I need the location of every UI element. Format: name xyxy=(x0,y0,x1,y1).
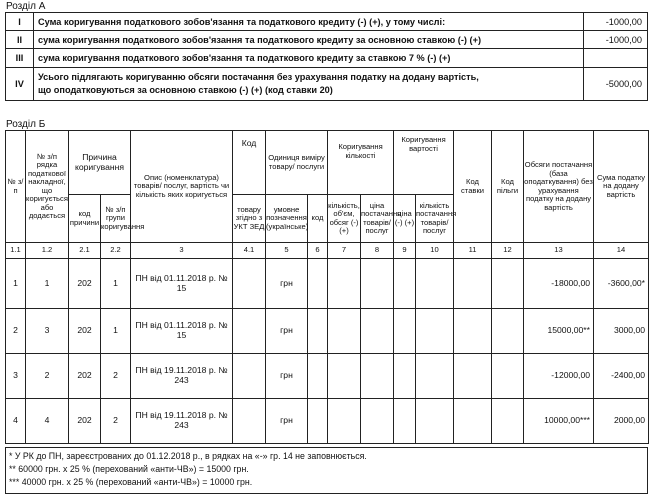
cell-n: 2 xyxy=(6,309,26,354)
table-row xyxy=(6,259,649,309)
cell-volume: -12000,00 xyxy=(524,354,594,399)
col-number: 2.1 xyxy=(69,243,101,259)
col-number: 14 xyxy=(594,243,649,259)
section-a-label: Розділ А xyxy=(6,1,46,12)
col-number: 10 xyxy=(416,243,454,259)
table-row xyxy=(6,68,648,101)
row-text: сума коригування податкового зобов'язання та податкового кредиту за ставкою 7 % (-) (+) xyxy=(34,49,584,68)
col-header: Коригування кількості xyxy=(328,131,394,195)
section-a-table xyxy=(5,12,648,101)
cell-group: 1 xyxy=(101,309,131,354)
col-number-row xyxy=(6,243,649,259)
row-number: III xyxy=(6,49,34,68)
col-number: 9 xyxy=(394,243,416,259)
col-header: № з/п xyxy=(6,131,26,243)
cell-unit: грн xyxy=(266,354,308,399)
footnotes xyxy=(5,447,648,494)
col-header: Код ставки xyxy=(454,131,492,243)
row-text: Сума коригування податкового зобов'язання та податкового кредиту (-) (+), у тому числі: xyxy=(34,13,584,31)
col-number: 13 xyxy=(524,243,594,259)
cell-desc: ПН від 19.11.2018 р. № 243 xyxy=(131,354,233,399)
cell-unit: грн xyxy=(266,399,308,444)
col-header: кількість постачання товарів/ послуг xyxy=(416,195,454,243)
cell-row: 2 xyxy=(26,354,69,399)
cell-n: 1 xyxy=(6,259,26,309)
col-header: Одиниця виміру товару/ послуги xyxy=(266,131,328,195)
col-header: ціна постачання товарів/ послуг xyxy=(361,195,394,243)
col-number: 4.1 xyxy=(233,243,266,259)
footnote: *** 40000 грн. х 25 % (перехований «анти-ЧВ») = 10000 грн. xyxy=(9,477,253,487)
table-row xyxy=(6,354,649,399)
cell-volume: 15000,00** xyxy=(524,309,594,354)
row-text-line: що оподатковуються за основною ставкою (-) (+) (код ставки 20) xyxy=(38,85,333,95)
table-row xyxy=(6,49,648,68)
col-header: Обсяги постачання (база оподаткування) без урахування податку на додану вартість xyxy=(524,131,594,243)
cell-volume: 10000,00*** xyxy=(524,399,594,444)
cell-desc: ПН від 01.11.2018 р. № 15 xyxy=(131,309,233,354)
col-number: 11 xyxy=(454,243,492,259)
row-value: -1000,00 xyxy=(584,31,648,49)
section-b-label: Розділ Б xyxy=(6,119,46,130)
col-number: 1.2 xyxy=(26,243,69,259)
col-header: Код xyxy=(233,131,266,195)
cell-desc: ПН від 01.11.2018 р. № 15 xyxy=(131,259,233,309)
cell-unit: грн xyxy=(266,309,308,354)
col-header: товару згідно з УКТ ЗЕД xyxy=(233,195,266,243)
col-header: кількість, об'єм, обсяг (-) (+) xyxy=(328,195,361,243)
col-number: 6 xyxy=(308,243,328,259)
cell-desc: ПН від 19.11.2018 р. № 243 xyxy=(131,399,233,444)
footnote: ** 60000 грн. х 25 % (перехований «анти-ЧВ») = 15000 грн. xyxy=(9,464,249,474)
col-header: № з/п рядка податкової накладної, що коригується або додається xyxy=(26,131,69,243)
col-header: код xyxy=(308,195,328,243)
cell-code: 202 xyxy=(69,354,101,399)
col-number: 8 xyxy=(361,243,394,259)
cell-unit: грн xyxy=(266,259,308,309)
col-header: Причина коригування xyxy=(69,131,131,195)
cell-vat: 3000,00 xyxy=(594,309,649,354)
cell-group: 2 xyxy=(101,354,131,399)
section-b-table xyxy=(5,130,649,444)
cell-row: 1 xyxy=(26,259,69,309)
table-row xyxy=(6,13,648,31)
cell-code: 202 xyxy=(69,399,101,444)
footnote: * У РК до ПН, зареєстрованих до 01.12.2018 р., в рядках на «-» гр. 14 не заповнюється. xyxy=(9,451,367,461)
col-number: 5 xyxy=(266,243,308,259)
cell-n: 3 xyxy=(6,354,26,399)
cell-vat: -3600,00* xyxy=(594,259,649,309)
col-number: 12 xyxy=(492,243,524,259)
cell-row: 3 xyxy=(26,309,69,354)
row-value xyxy=(584,49,648,68)
cell-group: 1 xyxy=(101,259,131,309)
cell-n: 4 xyxy=(6,399,26,444)
row-text-line: Усього підлягають коригуванню обсяги постачання без урахування податку на додану вартість, xyxy=(38,72,479,82)
col-number: 1.1 xyxy=(6,243,26,259)
col-header: Сума податку на додану вартість xyxy=(594,131,649,243)
table-row xyxy=(6,31,648,49)
cell-group: 2 xyxy=(101,399,131,444)
col-header: ціна (-) (+) xyxy=(394,195,416,243)
cell-row: 4 xyxy=(26,399,69,444)
cell-code: 202 xyxy=(69,309,101,354)
header-row xyxy=(6,131,649,195)
cell-vat: -2400,00 xyxy=(594,354,649,399)
col-header: код причини xyxy=(69,195,101,243)
row-value: -5000,00 xyxy=(584,68,648,101)
row-value: -1000,00 xyxy=(584,13,648,31)
col-header: Коригування вартості xyxy=(394,131,454,195)
cell-code: 202 xyxy=(69,259,101,309)
cell-vat: 2000,00 xyxy=(594,399,649,444)
row-number: I xyxy=(6,13,34,31)
row-text: сума коригування податкового зобов'язання та податкового кредиту за основною ставкою (-) (+) xyxy=(34,31,584,49)
table-row xyxy=(6,399,649,444)
col-number: 7 xyxy=(328,243,361,259)
row-number: II xyxy=(6,31,34,49)
col-header: Опис (номенклатура) товарів/ послуг, вартість чи кількість яких коригується xyxy=(131,131,233,243)
col-header: умовне позначення (українське) xyxy=(266,195,308,243)
table-row xyxy=(6,309,649,354)
col-number: 2.2 xyxy=(101,243,131,259)
row-number: IV xyxy=(6,68,34,101)
col-header: Код пільги xyxy=(492,131,524,243)
row-text xyxy=(34,68,584,101)
col-number: 3 xyxy=(131,243,233,259)
col-header: № з/п групи коригування xyxy=(101,195,131,243)
cell-volume: -18000,00 xyxy=(524,259,594,309)
